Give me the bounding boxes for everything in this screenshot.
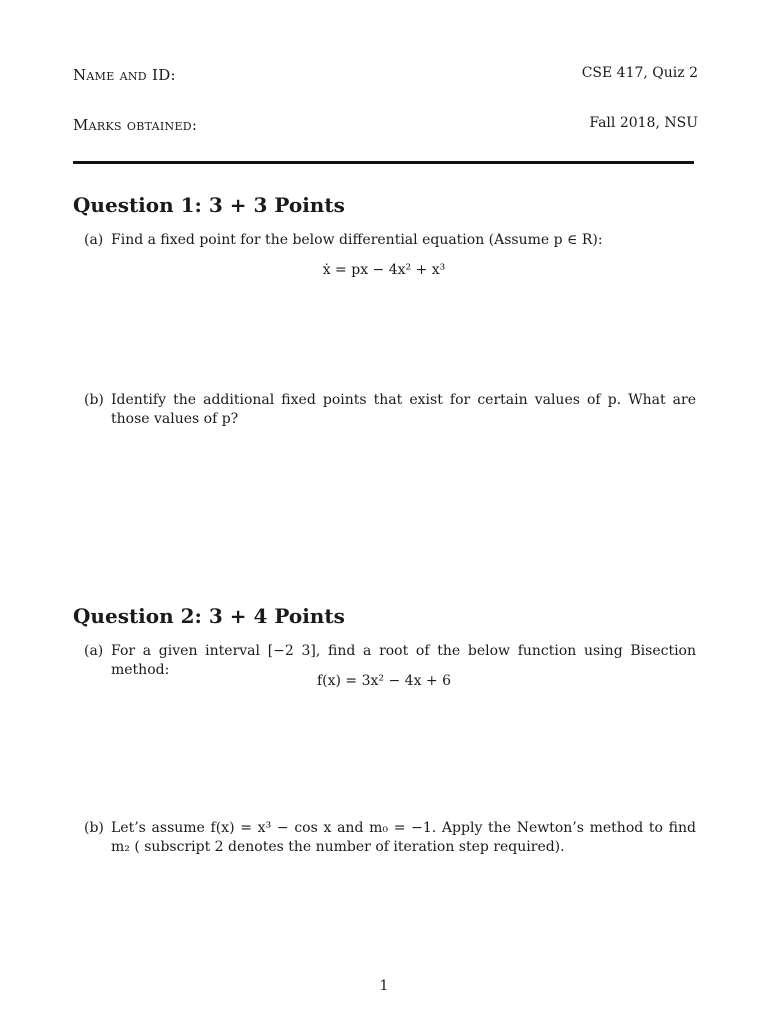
q1-part-a-text: Find a fixed point for the below differential equation (Assume p ∈ R): <box>111 232 603 248</box>
term-label: Fall 2018, NSU <box>589 115 698 131</box>
q1-part-b-text: Identify the additional fixed points that exist for certain values of p. What are those values of p? <box>111 392 696 427</box>
question-1-title: Question 1: 3 + 3 Points <box>73 193 345 217</box>
marks-label: Marks obtained: <box>73 116 198 134</box>
q1-part-b-label: (b) <box>84 392 104 408</box>
q2-part-b-text: Let’s assume f(x) = x³ − cos x and m₀ = −1. Apply the Newton’s method to find m₂ ( subscript 2 denotes the number of iteration step required). <box>111 820 696 855</box>
course-title: CSE 417, Quiz 2 <box>581 65 698 81</box>
q2-part-b-label: (b) <box>84 820 104 836</box>
header-divider <box>73 161 694 164</box>
name-id-label: Name and ID: <box>73 66 176 84</box>
q1-equation: ẋ = px − 4x² + x³ <box>322 262 446 278</box>
q2-part-a-text: For a given interval [−2 3], find a root of the below function using Bisection method: <box>111 643 696 678</box>
question-2-title: Question 2: 3 + 4 Points <box>73 604 345 628</box>
q2-equation: f(x) = 3x² − 4x + 6 <box>316 673 452 689</box>
q2-part-a-label: (a) <box>84 643 104 659</box>
q1-part-a-label: (a) <box>84 232 104 248</box>
page-number: 1 <box>379 978 389 994</box>
